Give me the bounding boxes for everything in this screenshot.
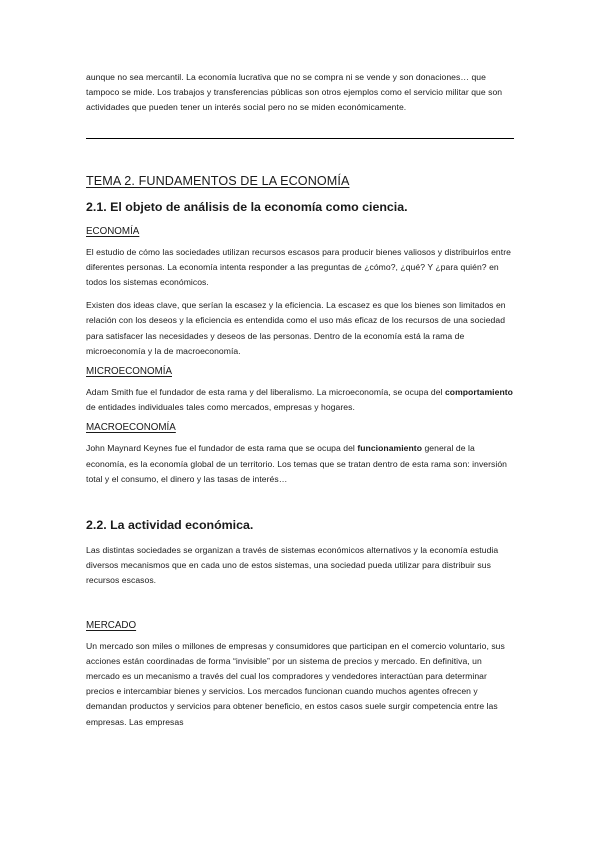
macroeconomia-heading: MACROECONOMÍA: [86, 422, 176, 434]
microeconomia-heading: MICROECONOMÍA: [86, 366, 172, 378]
micro-text-after: de entidades individuales tales como mercados, empresas y hogares.: [86, 402, 355, 413]
actividad-paragraph: Las distintas sociedades se organizan a través de sistemas económicos alternativos y la economía estudia diversos mecanismos que en cada uno de estos sistemas, una sociedad pueda utilizar para distribuir sus recursos escasos.: [86, 545, 499, 586]
microeconomia-paragraph: [86, 385, 514, 415]
mercado-heading: MERCADO: [86, 619, 137, 631]
micro-bold-term: comportamiento: [444, 387, 513, 398]
chapter-title: TEMA 2. FUNDAMENTOS DE LA ECONOMÍA: [86, 173, 350, 188]
mercado-paragraph: Un mercado son miles o millones de empresas y consumidores que participan en el comercio voluntario, sus acciones están coordinadas de forma “invisible” por un sistema de precios y mercado. En definitiva, un mercado es un mecanismo a través del cual los compradores y vendedores interactúan para determinar precios e intercambiar bienes y servicios. Los mercados funcionan cuando muchos agentes ofrecen y demandan productos y servicios para obtener beneficio, en estos casos suele surgir competencia entre las empresas. Las empresas: [86, 640, 505, 727]
macroeconomia-paragraph: [86, 441, 514, 487]
horizontal-rule: [86, 138, 514, 139]
macro-text-before: John Maynard Keynes fue el fundador de esta rama que se ocupa del: [86, 443, 358, 454]
macro-bold-term: funcionamiento: [357, 443, 423, 454]
economia-paragraph-1: El estudio de cómo las sociedades utilizan recursos escasos para producir bienes valiosos y distribuirlos entre diferentes personas. La economía intenta responder a las preguntas de ¿cómo?, ¿qué? Y ¿para quién? en todos los sistemas económicos.: [86, 246, 511, 288]
micro-text-before: Adam Smith fue el fundador de esta rama y del liberalismo. La microeconomía, se ocupa del: [86, 387, 445, 398]
intro-paragraph: aunque no sea mercantil. La economía lucrativa que no se compra ni se vende y son donaciones… que tampoco se mide. Los trabajos y transferencias públicas son otros ejemplos como el servicio militar que son actividades que pueden tener un interés social pero no se miden económicamente.: [86, 72, 503, 113]
macro-text-after: general de la economía, es la economía global de un territorio. Los temas que se tratan dentro de esta rama son: inversión total y el consumo, el dinero y las tasas de interés…: [86, 443, 507, 484]
section-2-1-title: 2.1. El objeto de análisis de la economía como ciencia.: [86, 199, 408, 214]
economia-heading: ECONOMÍA: [86, 225, 140, 237]
economia-paragraph-2: Existen dos ideas clave, que serían la escasez y la eficiencia. La escasez es que los bienes son limitados en relación con los deseos y la eficiencia es entendida como el uso más eficaz de los recursos de una sociedad para satisfacer las necesidades y deseos de las personas. Dentro de la economía está la rama de microeconomía y la de macroeconomía.: [86, 300, 506, 356]
section-2-2-title: 2.2. La actividad económica.: [86, 518, 254, 533]
